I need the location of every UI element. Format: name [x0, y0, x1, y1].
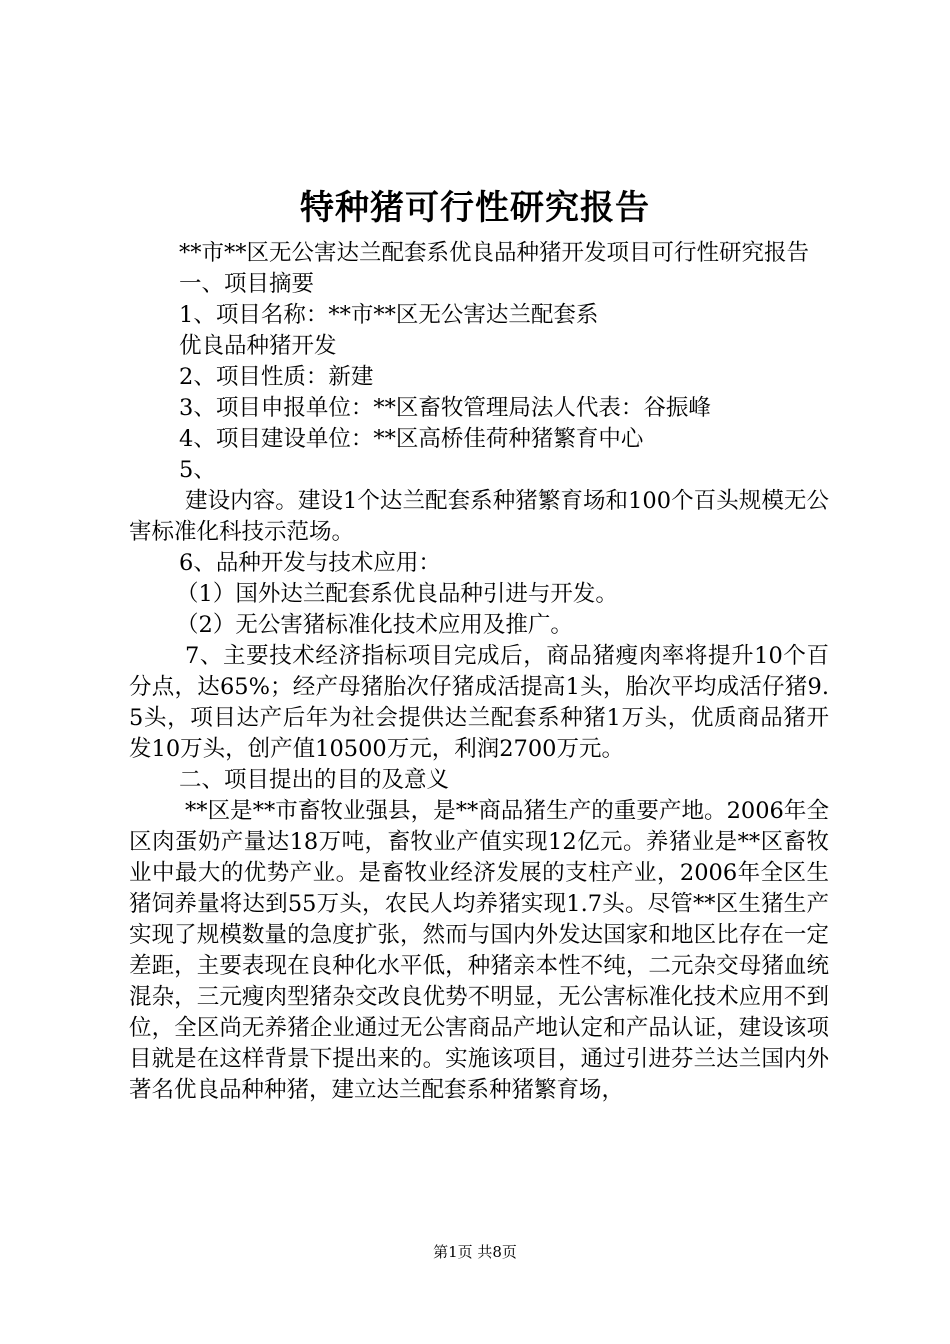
page-footer: 第1页 共8页 — [433, 1243, 517, 1261]
paragraph-project-name-cont: 优良品种猪开发 — [179, 333, 337, 359]
document-body — [129, 238, 829, 1106]
paragraph-applicant: 3、项目申报单位：**区畜牧管理局法人代表：谷振峰 — [179, 395, 711, 421]
paragraph-breed-dev: 6、品种开发与技术应用： — [179, 550, 441, 576]
paragraph-item-5: 5、 — [179, 457, 216, 483]
heading-project-summary: 一、项目摘要 — [179, 271, 315, 297]
paragraph-indicators: 7、主要技术经济指标项目完成后，商品猪瘦肉率将提升10个百分点，达65%；经产母猪胎次仔猪成活提高1头，胎次平均成活仔猪9.5头，项目达产后年为社会提供达兰配套系种猪1万头，优质商品猪开发10万头，创产值10500万元，利润2700万元。 — [129, 643, 829, 762]
heading-purpose: 二、项目提出的目的及意义 — [179, 767, 450, 793]
paragraph-purpose-body: **区是**市畜牧业强县，是**商品猪生产的重要产地。2006年全区肉蛋奶产量达18万吨，畜牧业产值实现12亿元。养猪业是**区畜牧业中最大的优势产业。是畜牧业经济发展的支柱产业，2006年全区生猪饲养量将达到55万头，农民人均养猪实现1.7头。尽管**区生猪生产实现了规模数量的急度扩张，然而与国内外发达国家和地区比存在一定差距，主要表现在良种化水平低，种猪亲本性不纯，二元杂交母猪血统混杂，三元瘦肉型猪杂交改良优势不明显，无公害标准化技术应用不到位，全区尚无养猪企业通过无公害商品产地认定和产品认证，建设该项目就是在这样背景下提出来的。实施该项目，通过引进芬兰达兰国内外著名优良品种种猪，建立达兰配套系种猪繁育场， — [129, 798, 829, 1103]
paragraph-construction: 建设内容。建设1个达兰配套系种猪繁育场和100个百头规模无公害标准化科技示范场。 — [129, 488, 829, 545]
paragraph-subtitle: **市**区无公害达兰配套系优良品种猪开发项目可行性研究报告 — [179, 240, 810, 266]
document-title: 特种猪可行性研究报告 — [300, 188, 650, 228]
paragraph-breed-item-1: （1）国外达兰配套系优良品种引进与开发。 — [176, 581, 618, 607]
paragraph-project-nature: 2、项目性质：新建 — [179, 364, 374, 390]
paragraph-builder: 4、项目建设单位：**区高桥佳荷种猪繁育中心 — [179, 426, 644, 452]
paragraph-project-name: 1、项目名称：**市**区无公害达兰配套系 — [179, 302, 599, 328]
paragraph-breed-item-2: （2）无公害猪标准化技术应用及推广。 — [176, 612, 573, 638]
